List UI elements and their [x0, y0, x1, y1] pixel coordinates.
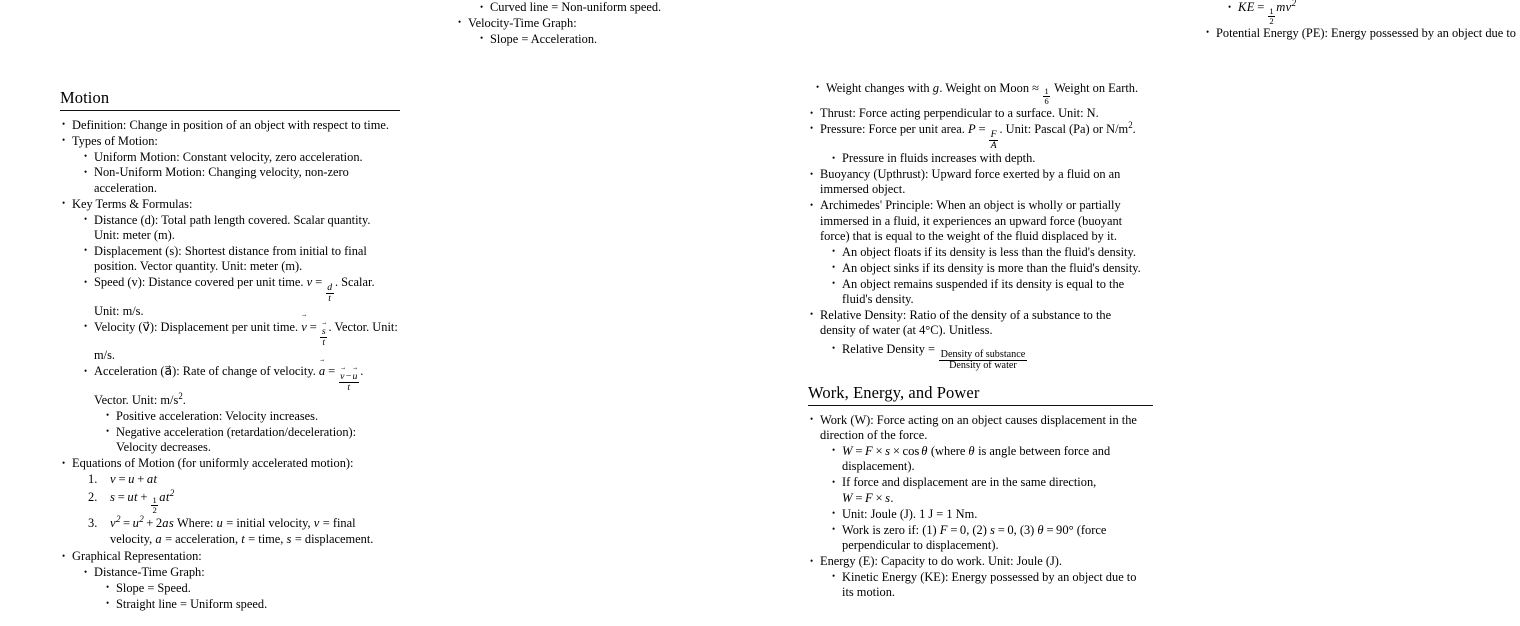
relative-density-fraction — [939, 350, 1027, 372]
speed-text-post: . Scalar. Unit: m/s. — [94, 275, 375, 318]
list-item: • Straight line = Uniform speed. — [104, 597, 398, 612]
list-item: • Displacement (s): Shortest distance from initial to final position. Vector quantity. Unit: meter (m). — [82, 244, 398, 275]
right-column-top-spacer — [804, 0, 1146, 80]
list-item: • Unit: Joule (J). 1 J = 1 Nm. — [830, 507, 1146, 522]
list-item-pressure — [808, 119, 1146, 167]
kinetic-energy-sublist — [1226, 0, 1520, 25]
list-item — [60, 197, 398, 456]
list-item: • Non-Uniform Motion: Changing velocity, non-zero acceleration. — [82, 165, 398, 196]
work-same-dir-post: . — [890, 490, 894, 505]
list-item: • Slope = Acceleration. — [478, 32, 772, 47]
list-item-speed — [82, 275, 398, 319]
equations-of-motion-list — [88, 472, 398, 547]
fraction-denominator: Density of water — [939, 360, 1027, 371]
section-motion — [56, 88, 398, 111]
page-title-work-energy-power: Work, Energy, and Power — [808, 382, 980, 402]
list-item-work-formula — [830, 444, 1146, 475]
list-item: • An object remains suspended if its density is equal to the fluid's density. — [830, 277, 1146, 308]
section-work-energy-power — [804, 383, 1146, 406]
acceleration-formula: a → = $\frac{v \to-u \to}{t}$ — [319, 364, 360, 378]
velocity-time-graph-list — [478, 32, 772, 47]
types-of-motion-list — [82, 150, 398, 197]
list-item — [60, 456, 398, 548]
velocity-text-post: . Vector. Unit: m/s. — [94, 319, 398, 363]
speed-text-pre: Speed (v): Distance covered per unit time. — [94, 275, 307, 290]
list-item: • An object sinks if its density is more than the fluid's density. — [830, 261, 1146, 276]
list-item: • Potential Energy (PE): Energy possessed by an object due to — [1204, 26, 1520, 41]
section-rule-motion — [60, 110, 400, 111]
list-item-relative-density — [808, 308, 1146, 372]
acceleration-text-post: . Vector. Unit: $m/s^2$. — [94, 364, 364, 408]
work-zero-f2: s = 0 — [989, 522, 1014, 537]
pressure-text-post: . Unit: Pascal (Pa) or $N/m^2$. — [999, 119, 1136, 136]
weight-text-post: Weight on Earth. — [1051, 80, 1139, 95]
list-item: • Curved line = Non-uniform speed. — [478, 0, 772, 15]
equation-1 — [88, 472, 398, 488]
list-item: • Positive acceleration: Velocity increases. — [104, 409, 398, 424]
equation-1-formula: v = u + at — [110, 472, 158, 487]
ke-formula: KE = $\frac{1}{2}$ $mv^2$ — [1238, 0, 1297, 26]
list-item-label: Types of Motion: — [72, 133, 158, 148]
acceleration-text-pre: Acceleration (a⃗): Rate of change of velocity. — [94, 364, 319, 379]
section-rule-work-energy-power — [808, 405, 1153, 406]
list-item-label: Archimedes' Principle: When an object is wholly or partially immersed in a fluid, it experiences an upward force (buoyant force) that is equal to the weight of the fluid displaced by it. — [820, 198, 1123, 244]
key-terms-list — [82, 213, 398, 456]
speed-formula: v = $\frac{d}{t}$ — [306, 275, 333, 304]
list-item-label: Kinetic Energy (KE): Energy possessed by an object due to its motion. — [842, 569, 1137, 600]
work-zero-f3: θ = 90° — [1037, 522, 1074, 537]
list-item: • Distance (d): Total path length covered. Scalar quantity. Unit: meter (m). — [82, 213, 398, 244]
work-sublist — [830, 444, 1146, 554]
work-zero-t3: (force perpendicular to displacement). — [842, 522, 1107, 553]
equation-3-where: Where: u = initial velocity, v = final velocity, a = acceleration, t = time, s = displacement. — [110, 516, 374, 547]
page-title-motion: Motion — [60, 88, 110, 107]
list-item-label: Equations of Motion (for uniformly accelerated motion): — [72, 456, 354, 471]
weight-sublist — [814, 81, 1146, 106]
list-item-label: Distance-Time Graph: — [94, 565, 205, 580]
two-column-body — [56, 0, 1516, 626]
velocity-formula: v → = $\frac{s \to}{t}$ — [301, 320, 328, 334]
list-item: • Buoyancy (Upthrust): Upward force exerted by a fluid on an immersed object. — [808, 167, 1146, 198]
work-zero-t1: , (2) — [966, 522, 990, 537]
gravity-symbol: g — [932, 80, 940, 95]
work-zero-pre: Work is zero if: (1) — [842, 522, 940, 537]
one-sixth-fraction: $\frac{1}{6}$ — [1044, 86, 1049, 106]
relative-density-sublist — [830, 342, 1146, 372]
list-item-weight-wrapper — [808, 81, 1146, 106]
list-item: • Thrust: Force acting perpendicular to a surface. Unit: N. — [808, 106, 1146, 121]
list-item-weight — [814, 81, 1146, 106]
list-item: • An object floats if its density is less than the fluid's density. — [830, 245, 1146, 260]
archimedes-sublist — [830, 245, 1146, 308]
equation-2-formula: s = ut + $\frac{1}{2}$ $at^2$ — [110, 487, 175, 516]
list-item-label: Work (W): Force acting on an object causes displacement in the direction of the force. — [820, 412, 1137, 442]
velocity-text-pre: Velocity (v⃗): Displacement per unit time. — [94, 319, 302, 334]
pressure-formula: P = $\frac{F}{A}$ — [967, 121, 997, 151]
equation-2 — [88, 487, 398, 516]
list-item-label: Key Terms & Formulas: — [72, 196, 193, 211]
weight-text-mid: . Weight on Moon ≈ — [939, 80, 1043, 95]
list-item-ke-formula — [1226, 0, 1520, 25]
acceleration-sublist — [104, 409, 398, 456]
list-item: • Uniform Motion: Constant velocity, zero acceleration. — [82, 150, 398, 165]
work-formula: W = F × s × cos θ — [842, 443, 928, 458]
list-item — [456, 16, 772, 47]
list-item: • Negative acceleration (retardation/deceleration): Velocity decreases. — [104, 425, 398, 456]
equation-3 — [88, 516, 398, 547]
list-item — [808, 413, 1146, 554]
relative-density-formula-item — [830, 342, 1146, 372]
list-item-acceleration — [82, 364, 398, 455]
list-item-label: Velocity-Time Graph: — [468, 15, 577, 30]
work-zero-f1: F = 0 — [939, 522, 967, 537]
work-formula-note: (where θ is angle between force and displacement). — [842, 443, 1111, 474]
relative-density-text: Relative Density: Ratio of the density of a substance to the density of water (at 4°C). Unitless. — [820, 307, 1112, 338]
relative-density-label: Relative Density = — [842, 341, 939, 356]
list-item: • Definition: Change in position of an object with respect to time. — [60, 118, 398, 133]
pressure-sublist — [830, 151, 1146, 166]
list-item — [808, 198, 1146, 307]
top-margin-spacer — [56, 0, 398, 88]
list-item-velocity — [82, 320, 398, 364]
list-item-label: Energy (E): Capacity to do work. Unit: Joule (J). — [820, 554, 1063, 569]
work-zero-t2: , (3) — [1013, 522, 1038, 537]
list-item-work-same-direction — [830, 475, 1146, 506]
work-same-dir-formula: W = F × s — [842, 490, 891, 505]
weight-text-pre: Weight changes with — [826, 80, 933, 95]
list-item-work-zero — [830, 523, 1146, 554]
list-item — [60, 134, 398, 197]
pressure-text-pre: Pressure: Force per unit area. — [820, 121, 968, 136]
list-item-label: Graphical Representation: — [72, 549, 202, 564]
equation-3-formula: $v^2 = u^2 + 2as$ — [110, 514, 175, 531]
list-item: • Slope = Speed. — [104, 581, 398, 596]
list-item: • Pressure in fluids increases with depth. — [830, 151, 1146, 166]
fraction-numerator: Density of substance — [940, 348, 1026, 360]
force-continued-list — [808, 81, 1146, 372]
work-same-dir-pre: If force and displacement are in the same direction, — [842, 475, 1097, 490]
